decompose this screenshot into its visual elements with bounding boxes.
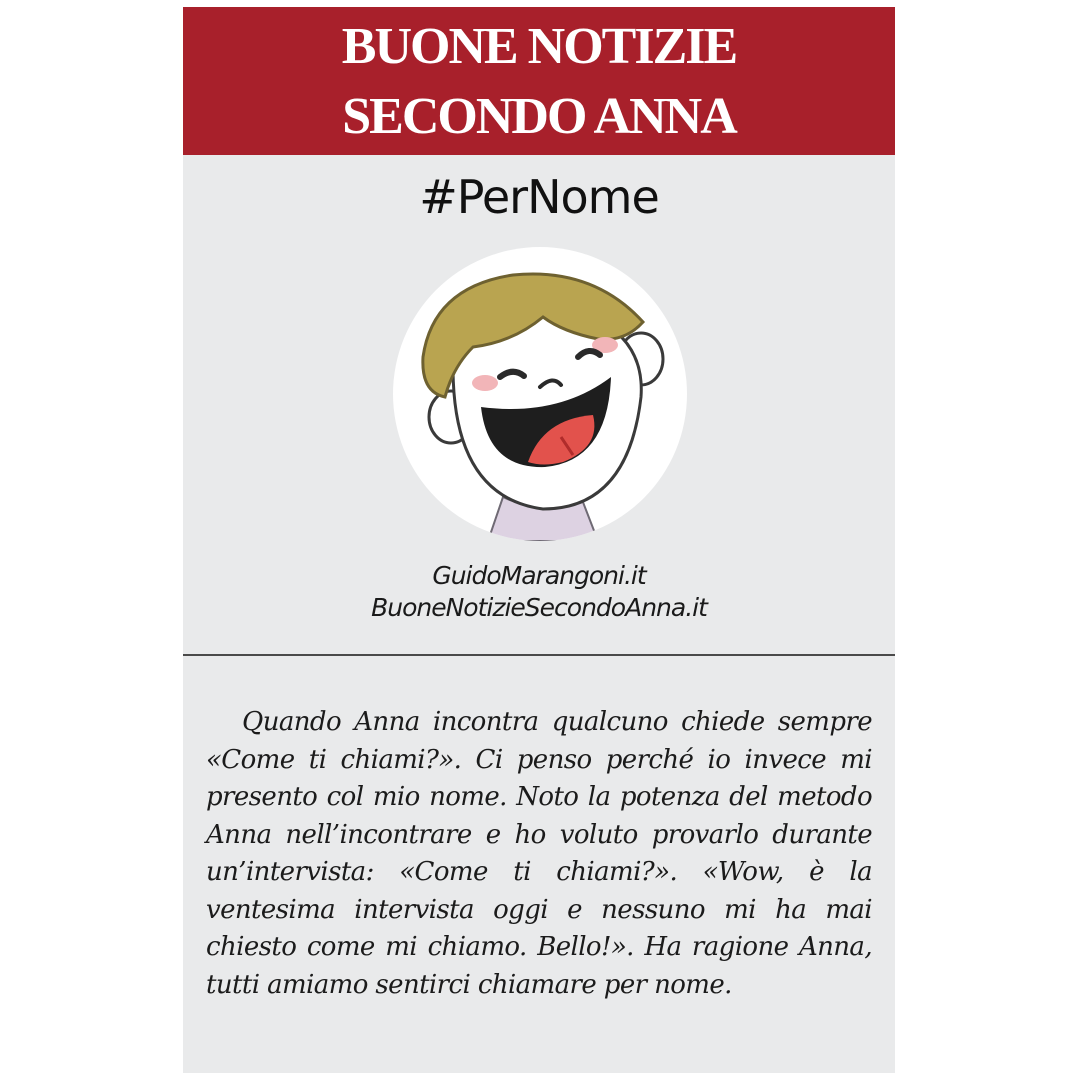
news-card: [183, 7, 895, 1073]
section-divider: [183, 654, 895, 656]
website-links: [183, 560, 895, 624]
header-title-line-1: BUONE NOTIZIE: [341, 18, 737, 75]
website-link-buonenotizie[interactable]: BuoneNotizieSecondoAnna.it: [371, 593, 707, 622]
cartoon-child-face-icon: [393, 247, 687, 541]
hashtag-title: #PerNome: [419, 170, 659, 224]
header-title-line-2: SECONDO ANNA: [342, 88, 736, 145]
article-body: Quando Anna incontra qualcuno chiede sempre «Come ti chiami?». Ci penso perché io invece mi presento col mio nome. Noto la potenza del metodo Anna nell’incontrare e ho voluto provarlo durante un’intervista: «Come ti chiami?». «Wow, è la ventesima intervista oggi e nessuno mi ha mai chiesto come mi chiamo. Bello!». Ha ragione Anna, tutti amiamo sentirci chiamare per nome.: [206, 707, 872, 1000]
website-link-guidomarangoni[interactable]: GuidoMarangoni.it: [432, 561, 646, 590]
avatar: [393, 247, 687, 541]
column-header: [183, 7, 895, 155]
